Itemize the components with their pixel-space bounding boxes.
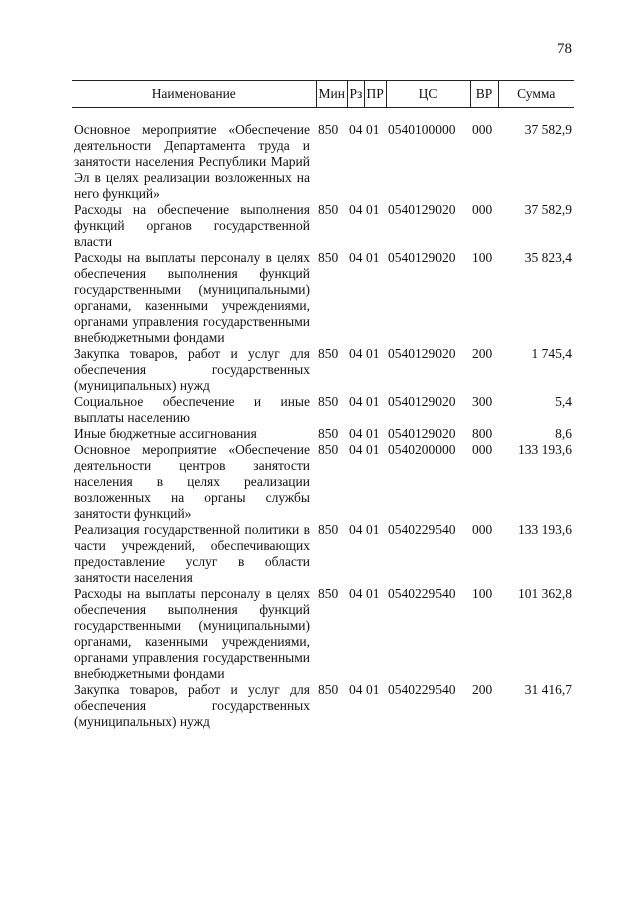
table-row: [72, 442, 574, 522]
cell-vr: 000: [472, 442, 493, 457]
cell-name: Расходы на выплаты персоналу в целях обеспечения выполнения функций государственными (муниципальными) органами, казенными учреждениями, органами управления государственными внебюджетными фондами: [74, 250, 310, 345]
cell-min: 850: [318, 426, 339, 441]
cell-rz: 04: [349, 522, 363, 537]
cell-vr: 200: [472, 682, 493, 697]
table-body: [72, 108, 574, 731]
cell-cs: 0540129020: [388, 346, 456, 361]
cell-cs: 0540129020: [388, 426, 456, 441]
table-row: [72, 250, 574, 346]
cell-sum: 31 416,7: [524, 682, 572, 697]
table-header-row: [72, 81, 574, 108]
cell-min: 850: [318, 586, 339, 601]
table-row: [72, 202, 574, 250]
table-row: [72, 108, 574, 203]
cell-min: 850: [318, 682, 339, 697]
cell-vr: 000: [472, 202, 493, 217]
header-min: Мин: [316, 81, 347, 108]
cell-vr: 000: [472, 122, 493, 137]
cell-cs: 0540229540: [388, 586, 456, 601]
cell-cs: 0540129020: [388, 202, 456, 217]
cell-name: Иные бюджетные ассигнования: [74, 426, 257, 441]
cell-pr: 01: [366, 522, 380, 537]
cell-vr: 100: [472, 586, 493, 601]
header-cs: ЦС: [386, 81, 470, 108]
cell-vr: 800: [472, 426, 493, 441]
cell-vr: 300: [472, 394, 493, 409]
budget-table: [72, 80, 574, 730]
cell-sum: 35 823,4: [524, 250, 572, 265]
cell-pr: 01: [366, 586, 380, 601]
table-row: [72, 426, 574, 442]
cell-name: Закупка товаров, работ и услуг для обеспечения государственных (муниципальных) нужд: [74, 682, 310, 729]
table-row: [72, 346, 574, 394]
cell-vr: 200: [472, 346, 493, 361]
cell-pr: 01: [366, 426, 380, 441]
header-vr: ВР: [470, 81, 498, 108]
header-rz: Рз: [347, 81, 364, 108]
cell-min: 850: [318, 202, 339, 217]
header-name: Наименование: [72, 81, 316, 108]
header-pr: ПР: [364, 81, 386, 108]
cell-rz: 04: [349, 586, 363, 601]
cell-name: Основное мероприятие «Обеспечение деятельности центров занятости населения в целях реализации возложенных на органы службы занятости функций»: [74, 442, 310, 521]
table-row: [72, 394, 574, 426]
cell-name: Основное мероприятие «Обеспечение деятельности Департамента труда и занятости населения Республики Марий Эл в целях реализации возложенных на него функций»: [74, 122, 310, 201]
cell-sum: 101 362,8: [518, 586, 572, 601]
cell-min: 850: [318, 442, 339, 457]
cell-min: 850: [318, 122, 339, 137]
cell-pr: 01: [366, 394, 380, 409]
cell-min: 850: [318, 394, 339, 409]
cell-sum: 37 582,9: [524, 122, 572, 137]
cell-sum: 5,4: [555, 394, 572, 409]
cell-sum: 133 193,6: [518, 522, 572, 537]
cell-pr: 01: [366, 346, 380, 361]
page-number: 78: [557, 41, 572, 57]
cell-sum: 8,6: [555, 426, 572, 441]
cell-rz: 04: [349, 682, 363, 697]
table-row: [72, 522, 574, 586]
cell-name: Социальное обеспечение и иные выплаты населению: [74, 394, 310, 425]
cell-min: 850: [318, 250, 339, 265]
cell-pr: 01: [366, 122, 380, 137]
cell-vr: 100: [472, 250, 493, 265]
cell-rz: 04: [349, 442, 363, 457]
cell-name: Реализация государственной политики в части учреждений, обеспечивающих предоставление услуг в области занятости населения: [74, 522, 310, 585]
cell-name: Закупка товаров, работ и услуг для обеспечения государственных (муниципальных) нужд: [74, 346, 310, 393]
cell-sum: 37 582,9: [524, 202, 572, 217]
cell-pr: 01: [366, 442, 380, 457]
cell-cs: 0540100000: [388, 122, 456, 137]
table-row: [72, 586, 574, 682]
cell-vr: 000: [472, 522, 493, 537]
cell-sum: 133 193,6: [518, 442, 572, 457]
cell-cs: 0540229540: [388, 522, 456, 537]
cell-rz: 04: [349, 426, 363, 441]
cell-cs: 0540129020: [388, 394, 456, 409]
cell-name: Расходы на обеспечение выполнения функций органов государственной власти: [74, 202, 310, 249]
cell-rz: 04: [349, 250, 363, 265]
cell-rz: 04: [349, 346, 363, 361]
header-sum: Сумма: [498, 81, 574, 108]
cell-min: 850: [318, 346, 339, 361]
cell-name: Расходы на выплаты персоналу в целях обеспечения выполнения функций государственными (муниципальными) органами, казенными учреждениями, органами управления государственными внебюджетными фондами: [74, 586, 310, 681]
cell-min: 850: [318, 522, 339, 537]
cell-rz: 04: [349, 394, 363, 409]
cell-rz: 04: [349, 202, 363, 217]
cell-cs: 0540129020: [388, 250, 456, 265]
cell-sum: 1 745,4: [531, 346, 572, 361]
cell-cs: 0540229540: [388, 682, 456, 697]
cell-pr: 01: [366, 202, 380, 217]
cell-rz: 04: [349, 122, 363, 137]
cell-pr: 01: [366, 250, 380, 265]
cell-pr: 01: [366, 682, 380, 697]
table-row: [72, 682, 574, 730]
cell-cs: 0540200000: [388, 442, 456, 457]
